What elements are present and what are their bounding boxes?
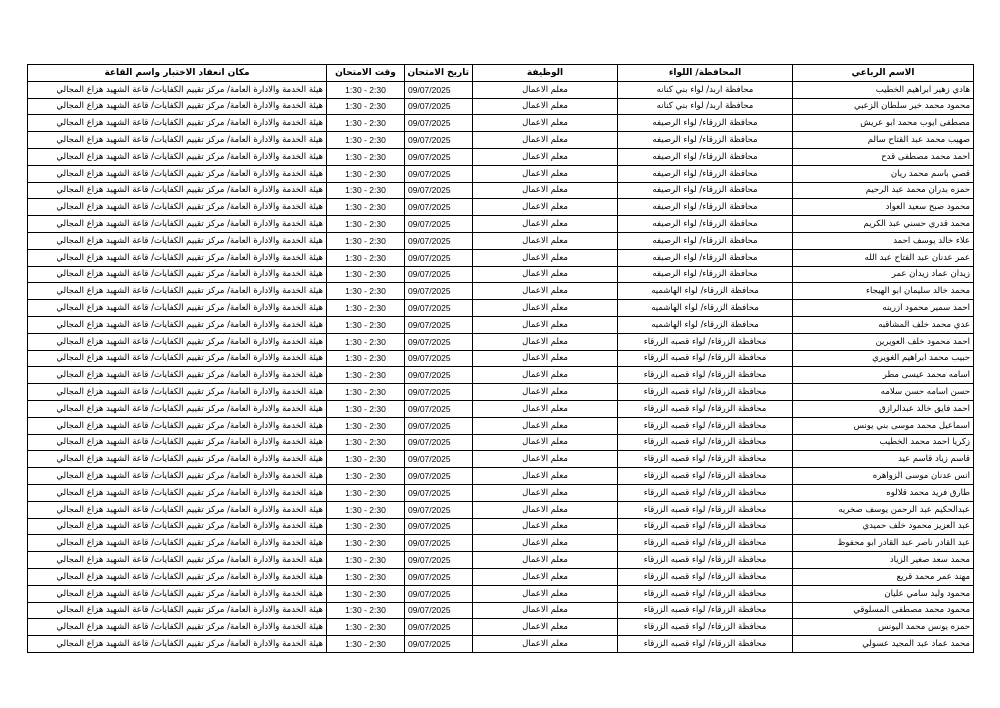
cell-date: 09/07/2025 (405, 283, 473, 300)
cell-time: 1:30 - 2:30 (327, 585, 405, 602)
cell-name: محمود محمد خير سلطان الزعبي (793, 98, 974, 115)
table-row (28, 417, 974, 434)
cell-job: معلم الاعمال (473, 249, 618, 266)
cell-place: هيئة الخدمة والادارة العامة/ مركز تقييم الكفايات/ قاعة الشهيد هزاع المجالي (28, 602, 327, 619)
cell-job: معلم الاعمال (473, 300, 618, 317)
cell-job: معلم الاعمال (473, 115, 618, 132)
table-row (28, 636, 974, 653)
cell-name: حمزه يونس محمد اليونس (793, 619, 974, 636)
cell-time: 1:30 - 2:30 (327, 98, 405, 115)
cell-time: 1:30 - 2:30 (327, 384, 405, 401)
cell-place: هيئة الخدمة والادارة العامة/ مركز تقييم الكفايات/ قاعة الشهيد هزاع المجالي (28, 518, 327, 535)
cell-date: 09/07/2025 (405, 316, 473, 333)
cell-job: معلم الاعمال (473, 216, 618, 233)
cell-job: معلم الاعمال (473, 636, 618, 653)
table-body (28, 81, 974, 652)
table-row (28, 81, 974, 98)
cell-governorate: محافظة الزرقاء/ لواء قصبه الزرقاء (618, 484, 793, 501)
cell-date: 09/07/2025 (405, 434, 473, 451)
cell-governorate: محافظة الزرقاء/ لواء الرصيفه (618, 132, 793, 149)
cell-governorate: محافظة الزرقاء/ لواء قصبه الزرقاء (618, 535, 793, 552)
cell-place: هيئة الخدمة والادارة العامة/ مركز تقييم الكفايات/ قاعة الشهيد هزاع المجالي (28, 350, 327, 367)
cell-time: 1:30 - 2:30 (327, 266, 405, 283)
cell-place: هيئة الخدمة والادارة العامة/ مركز تقييم الكفايات/ قاعة الشهيد هزاع المجالي (28, 384, 327, 401)
cell-place: هيئة الخدمة والادارة العامة/ مركز تقييم الكفايات/ قاعة الشهيد هزاع المجالي (28, 132, 327, 149)
cell-governorate: محافظة الزرقاء/ لواء قصبه الزرقاء (618, 585, 793, 602)
table-row (28, 367, 974, 384)
cell-place: هيئة الخدمة والادارة العامة/ مركز تقييم الكفايات/ قاعة الشهيد هزاع المجالي (28, 535, 327, 552)
table-row (28, 484, 974, 501)
cell-place: هيئة الخدمة والادارة العامة/ مركز تقييم الكفايات/ قاعة الشهيد هزاع المجالي (28, 199, 327, 216)
cell-place: هيئة الخدمة والادارة العامة/ مركز تقييم الكفايات/ قاعة الشهيد هزاع المجالي (28, 552, 327, 569)
exam-schedule-table (27, 64, 974, 653)
cell-date: 09/07/2025 (405, 81, 473, 98)
table-row (28, 300, 974, 317)
cell-place: هيئة الخدمة والادارة العامة/ مركز تقييم الكفايات/ قاعة الشهيد هزاع المجالي (28, 619, 327, 636)
cell-governorate: محافظة الزرقاء/ لواء الهاشميه (618, 283, 793, 300)
cell-name: احمد محمود خلف العويرين (793, 333, 974, 350)
cell-place: هيئة الخدمة والادارة العامة/ مركز تقييم الكفايات/ قاعة الشهيد هزاع المجالي (28, 501, 327, 518)
cell-job: معلم الاعمال (473, 585, 618, 602)
cell-date: 09/07/2025 (405, 384, 473, 401)
cell-date: 09/07/2025 (405, 266, 473, 283)
cell-date: 09/07/2025 (405, 585, 473, 602)
cell-date: 09/07/2025 (405, 350, 473, 367)
cell-governorate: محافظة الزرقاء/ لواء الرصيفه (618, 165, 793, 182)
cell-time: 1:30 - 2:30 (327, 333, 405, 350)
cell-job: معلم الاعمال (473, 619, 618, 636)
cell-job: معلم الاعمال (473, 417, 618, 434)
cell-name: مهند عمر محمد قريع (793, 568, 974, 585)
cell-job: معلم الاعمال (473, 199, 618, 216)
cell-name: احمد محمد مصطفى قدح (793, 148, 974, 165)
table-row (28, 182, 974, 199)
cell-time: 1:30 - 2:30 (327, 350, 405, 367)
cell-time: 1:30 - 2:30 (327, 568, 405, 585)
cell-name: مصطفى ايوب محمد ابو عريش (793, 115, 974, 132)
cell-time: 1:30 - 2:30 (327, 602, 405, 619)
cell-time: 1:30 - 2:30 (327, 468, 405, 485)
cell-date: 09/07/2025 (405, 602, 473, 619)
cell-name: عبدالحكيم عبد الرحمن يوسف صخريه (793, 501, 974, 518)
table-row (28, 199, 974, 216)
cell-place: هيئة الخدمة والادارة العامة/ مركز تقييم الكفايات/ قاعة الشهيد هزاع المجالي (28, 585, 327, 602)
cell-time: 1:30 - 2:30 (327, 249, 405, 266)
cell-job: معلم الاعمال (473, 602, 618, 619)
cell-name: زيدان عماد زيدان عمر (793, 266, 974, 283)
cell-governorate: محافظة الزرقاء/ لواء قصبه الزرقاء (618, 417, 793, 434)
cell-date: 09/07/2025 (405, 300, 473, 317)
table-row (28, 115, 974, 132)
table-row (28, 232, 974, 249)
cell-place: هيئة الخدمة والادارة العامة/ مركز تقييم الكفايات/ قاعة الشهيد هزاع المجالي (28, 451, 327, 468)
cell-name: محمود صبح سعيد العواد (793, 199, 974, 216)
cell-governorate: محافظة الزرقاء/ لواء قصبه الزرقاء (618, 350, 793, 367)
table-row (28, 216, 974, 233)
cell-place: هيئة الخدمة والادارة العامة/ مركز تقييم الكفايات/ قاعة الشهيد هزاع المجالي (28, 232, 327, 249)
cell-governorate: محافظة الزرقاء/ لواء قصبه الزرقاء (618, 400, 793, 417)
cell-job: معلم الاعمال (473, 182, 618, 199)
cell-time: 1:30 - 2:30 (327, 367, 405, 384)
cell-date: 09/07/2025 (405, 132, 473, 149)
table-row (28, 602, 974, 619)
cell-date: 09/07/2025 (405, 232, 473, 249)
cell-place: هيئة الخدمة والادارة العامة/ مركز تقييم الكفايات/ قاعة الشهيد هزاع المجالي (28, 216, 327, 233)
cell-governorate: محافظة الزرقاء/ لواء الرصيفه (618, 182, 793, 199)
cell-time: 1:30 - 2:30 (327, 316, 405, 333)
cell-place: هيئة الخدمة والادارة العامة/ مركز تقييم الكفايات/ قاعة الشهيد هزاع المجالي (28, 367, 327, 384)
cell-name: حمزه بدران محمد عبد الرحيم (793, 182, 974, 199)
cell-time: 1:30 - 2:30 (327, 501, 405, 518)
cell-job: معلم الاعمال (473, 367, 618, 384)
cell-governorate: محافظة الزرقاء/ لواء قصبه الزرقاء (618, 568, 793, 585)
cell-date: 09/07/2025 (405, 165, 473, 182)
cell-place: هيئة الخدمة والادارة العامة/ مركز تقييم الكفايات/ قاعة الشهيد هزاع المجالي (28, 81, 327, 98)
cell-governorate: محافظة الزرقاء/ لواء قصبه الزرقاء (618, 636, 793, 653)
cell-governorate: محافظة الزرقاء/ لواء قصبه الزرقاء (618, 367, 793, 384)
cell-time: 1:30 - 2:30 (327, 165, 405, 182)
cell-governorate: محافظة الزرقاء/ لواء الرصيفه (618, 216, 793, 233)
cell-date: 09/07/2025 (405, 148, 473, 165)
cell-job: معلم الاعمال (473, 568, 618, 585)
table-row (28, 568, 974, 585)
cell-date: 09/07/2025 (405, 367, 473, 384)
cell-place: هيئة الخدمة والادارة العامة/ مركز تقييم الكفايات/ قاعة الشهيد هزاع المجالي (28, 283, 327, 300)
cell-time: 1:30 - 2:30 (327, 417, 405, 434)
cell-date: 09/07/2025 (405, 501, 473, 518)
cell-governorate: محافظة الزرقاء/ لواء قصبه الزرقاء (618, 468, 793, 485)
cell-time: 1:30 - 2:30 (327, 199, 405, 216)
table-row (28, 468, 974, 485)
cell-governorate: محافظة الزرقاء/ لواء الهاشميه (618, 300, 793, 317)
cell-governorate: محافظة اربد/ لواء بني كنانه (618, 81, 793, 98)
cell-governorate: محافظة الزرقاء/ لواء الرصيفه (618, 148, 793, 165)
cell-place: هيئة الخدمة والادارة العامة/ مركز تقييم الكفايات/ قاعة الشهيد هزاع المجالي (28, 468, 327, 485)
cell-place: هيئة الخدمة والادارة العامة/ مركز تقييم الكفايات/ قاعة الشهيد هزاع المجالي (28, 98, 327, 115)
cell-job: معلم الاعمال (473, 132, 618, 149)
cell-time: 1:30 - 2:30 (327, 484, 405, 501)
header-row (28, 65, 974, 82)
cell-job: معلم الاعمال (473, 283, 618, 300)
cell-place: هيئة الخدمة والادارة العامة/ مركز تقييم الكفايات/ قاعة الشهيد هزاع المجالي (28, 434, 327, 451)
cell-date: 09/07/2025 (405, 417, 473, 434)
cell-name: قاسم زياد قاسم عيد (793, 451, 974, 468)
table-row (28, 333, 974, 350)
cell-name: عمر عدنان عبد الفتاح عبد الله (793, 249, 974, 266)
cell-governorate: محافظة الزرقاء/ لواء الهاشميه (618, 316, 793, 333)
cell-governorate: محافظة اربد/ لواء بني كنانه (618, 98, 793, 115)
cell-time: 1:30 - 2:30 (327, 451, 405, 468)
cell-date: 09/07/2025 (405, 182, 473, 199)
cell-governorate: محافظة الزرقاء/ لواء قصبه الزرقاء (618, 434, 793, 451)
cell-job: معلم الاعمال (473, 384, 618, 401)
table-row (28, 434, 974, 451)
cell-date: 09/07/2025 (405, 568, 473, 585)
cell-name: حسن اسامه حسن سلامه (793, 384, 974, 401)
col-header-name: الاسم الرباعي (793, 65, 974, 82)
table-row (28, 249, 974, 266)
cell-name: محمد قدري حسني عبد الكريم (793, 216, 974, 233)
cell-date: 09/07/2025 (405, 98, 473, 115)
table-row (28, 350, 974, 367)
cell-name: محمود وليد سامي عليان (793, 585, 974, 602)
cell-time: 1:30 - 2:30 (327, 232, 405, 249)
cell-name: محمد سعد صغير الزياد (793, 552, 974, 569)
table-row (28, 400, 974, 417)
cell-name: طارق فريد محمد قلالوه (793, 484, 974, 501)
cell-name: عدي محمد خلف المشاقبه (793, 316, 974, 333)
cell-place: هيئة الخدمة والادارة العامة/ مركز تقييم الكفايات/ قاعة الشهيد هزاع المجالي (28, 636, 327, 653)
cell-job: معلم الاعمال (473, 468, 618, 485)
cell-governorate: محافظة الزرقاء/ لواء الرصيفه (618, 232, 793, 249)
cell-date: 09/07/2025 (405, 451, 473, 468)
cell-place: هيئة الخدمة والادارة العامة/ مركز تقييم الكفايات/ قاعة الشهيد هزاع المجالي (28, 484, 327, 501)
cell-name: اسامه محمد عيسى مطر (793, 367, 974, 384)
cell-name: اسماعيل محمد موسى بني يونس (793, 417, 974, 434)
table-row (28, 148, 974, 165)
cell-job: معلم الاعمال (473, 266, 618, 283)
cell-governorate: محافظة الزرقاء/ لواء الرصيفه (618, 249, 793, 266)
table-row (28, 266, 974, 283)
cell-governorate: محافظة الزرقاء/ لواء قصبه الزرقاء (618, 451, 793, 468)
col-header-time: وقت الامتحان (327, 65, 405, 82)
cell-date: 09/07/2025 (405, 535, 473, 552)
cell-date: 09/07/2025 (405, 115, 473, 132)
cell-time: 1:30 - 2:30 (327, 636, 405, 653)
cell-name: علاء خالد يوسف احمد (793, 232, 974, 249)
table-row (28, 283, 974, 300)
cell-date: 09/07/2025 (405, 552, 473, 569)
cell-place: هيئة الخدمة والادارة العامة/ مركز تقييم الكفايات/ قاعة الشهيد هزاع المجالي (28, 300, 327, 317)
cell-date: 09/07/2025 (405, 518, 473, 535)
cell-job: معلم الاعمال (473, 350, 618, 367)
cell-job: معلم الاعمال (473, 552, 618, 569)
cell-time: 1:30 - 2:30 (327, 283, 405, 300)
cell-place: هيئة الخدمة والادارة العامة/ مركز تقييم الكفايات/ قاعة الشهيد هزاع المجالي (28, 316, 327, 333)
cell-job: معلم الاعمال (473, 165, 618, 182)
cell-governorate: محافظة الزرقاء/ لواء الرصيفه (618, 115, 793, 132)
cell-governorate: محافظة الزرقاء/ لواء قصبه الزرقاء (618, 619, 793, 636)
cell-time: 1:30 - 2:30 (327, 81, 405, 98)
cell-date: 09/07/2025 (405, 333, 473, 350)
cell-job: معلم الاعمال (473, 316, 618, 333)
table-row (28, 518, 974, 535)
cell-date: 09/07/2025 (405, 400, 473, 417)
table-row (28, 384, 974, 401)
cell-job: معلم الاعمال (473, 535, 618, 552)
cell-time: 1:30 - 2:30 (327, 619, 405, 636)
cell-time: 1:30 - 2:30 (327, 400, 405, 417)
cell-job: معلم الاعمال (473, 518, 618, 535)
table-row (28, 585, 974, 602)
cell-job: معلم الاعمال (473, 484, 618, 501)
cell-job: معلم الاعمال (473, 434, 618, 451)
cell-name: قصي باسم محمد ريان (793, 165, 974, 182)
cell-name: صهيب محمد عبد القتاح سالم (793, 132, 974, 149)
cell-place: هيئة الخدمة والادارة العامة/ مركز تقييم الكفايات/ قاعة الشهيد هزاع المجالي (28, 266, 327, 283)
cell-place: هيئة الخدمة والادارة العامة/ مركز تقييم الكفايات/ قاعة الشهيد هزاع المجالي (28, 148, 327, 165)
cell-job: معلم الاعمال (473, 81, 618, 98)
cell-name: انس عدنان موسى الزواهره (793, 468, 974, 485)
cell-time: 1:30 - 2:30 (327, 216, 405, 233)
cell-time: 1:30 - 2:30 (327, 300, 405, 317)
cell-date: 09/07/2025 (405, 484, 473, 501)
cell-job: معلم الاعمال (473, 148, 618, 165)
cell-job: معلم الاعمال (473, 451, 618, 468)
cell-date: 09/07/2025 (405, 249, 473, 266)
cell-job: معلم الاعمال (473, 232, 618, 249)
table-row (28, 535, 974, 552)
cell-name: احمد سمير محمود ازرينه (793, 300, 974, 317)
cell-date: 09/07/2025 (405, 636, 473, 653)
cell-place: هيئة الخدمة والادارة العامة/ مركز تقييم الكفايات/ قاعة الشهيد هزاع المجالي (28, 249, 327, 266)
cell-place: هيئة الخدمة والادارة العامة/ مركز تقييم الكفايات/ قاعة الشهيد هزاع المجالي (28, 568, 327, 585)
table-row (28, 451, 974, 468)
table-row (28, 316, 974, 333)
cell-place: هيئة الخدمة والادارة العامة/ مركز تقييم الكفايات/ قاعة الشهيد هزاع المجالي (28, 333, 327, 350)
cell-time: 1:30 - 2:30 (327, 434, 405, 451)
cell-governorate: محافظة الزرقاء/ لواء قصبه الزرقاء (618, 602, 793, 619)
cell-place: هيئة الخدمة والادارة العامة/ مركز تقييم الكفايات/ قاعة الشهيد هزاع المجالي (28, 115, 327, 132)
cell-governorate: محافظة الزرقاء/ لواء قصبه الزرقاء (618, 384, 793, 401)
cell-date: 09/07/2025 (405, 199, 473, 216)
cell-name: محمد خالد سليمان ابو الهيجاء (793, 283, 974, 300)
col-header-place: مكان انعقاد الاختبار واسم القاعة (28, 65, 327, 82)
table-row (28, 98, 974, 115)
cell-date: 09/07/2025 (405, 216, 473, 233)
cell-time: 1:30 - 2:30 (327, 132, 405, 149)
cell-name: حبيب محمد ابراهيم الغويري (793, 350, 974, 367)
cell-job: معلم الاعمال (473, 98, 618, 115)
cell-job: معلم الاعمال (473, 501, 618, 518)
table-row (28, 501, 974, 518)
cell-place: هيئة الخدمة والادارة العامة/ مركز تقييم الكفايات/ قاعة الشهيد هزاع المجالي (28, 400, 327, 417)
table-row (28, 132, 974, 149)
cell-time: 1:30 - 2:30 (327, 518, 405, 535)
table-row (28, 165, 974, 182)
cell-name: زكريا احمد محمد الخطيب (793, 434, 974, 451)
cell-governorate: محافظة الزرقاء/ لواء الرصيفه (618, 266, 793, 283)
cell-place: هيئة الخدمة والادارة العامة/ مركز تقييم الكفايات/ قاعة الشهيد هزاع المجالي (28, 182, 327, 199)
cell-name: عبد العزيز محمود خلف حميدي (793, 518, 974, 535)
cell-time: 1:30 - 2:30 (327, 182, 405, 199)
col-header-job: الوظيفة (473, 65, 618, 82)
cell-date: 09/07/2025 (405, 619, 473, 636)
cell-name: محمد عماد عبد المجيد عسولي (793, 636, 974, 653)
cell-governorate: محافظة الزرقاء/ لواء قصبه الزرقاء (618, 501, 793, 518)
cell-name: احمد فايق خالد عبدالرازق (793, 400, 974, 417)
table-row (28, 619, 974, 636)
cell-date: 09/07/2025 (405, 468, 473, 485)
cell-place: هيئة الخدمة والادارة العامة/ مركز تقييم الكفايات/ قاعة الشهيد هزاع المجالي (28, 165, 327, 182)
cell-governorate: محافظة الزرقاء/ لواء قصبه الزرقاء (618, 518, 793, 535)
cell-job: معلم الاعمال (473, 400, 618, 417)
cell-time: 1:30 - 2:30 (327, 535, 405, 552)
cell-governorate: محافظة الزرقاء/ لواء الرصيفه (618, 199, 793, 216)
cell-place: هيئة الخدمة والادارة العامة/ مركز تقييم الكفايات/ قاعة الشهيد هزاع المجالي (28, 417, 327, 434)
col-header-date: تاريخ الامتحان (405, 65, 473, 82)
cell-governorate: محافظة الزرقاء/ لواء قصبه الزرقاء (618, 333, 793, 350)
table-row (28, 552, 974, 569)
cell-time: 1:30 - 2:30 (327, 115, 405, 132)
cell-job: معلم الاعمال (473, 333, 618, 350)
cell-name: هادي زهير ابراهيم الخطيب (793, 81, 974, 98)
cell-name: عبد القادر ناصر عبد القادر ابو محفوظ (793, 535, 974, 552)
cell-name: محمود محمد مصطفى المسلوقي (793, 602, 974, 619)
cell-time: 1:30 - 2:30 (327, 552, 405, 569)
col-header-governorate: المحافظة/ اللواء (618, 65, 793, 82)
cell-governorate: محافظة الزرقاء/ لواء قصبه الزرقاء (618, 552, 793, 569)
cell-time: 1:30 - 2:30 (327, 148, 405, 165)
